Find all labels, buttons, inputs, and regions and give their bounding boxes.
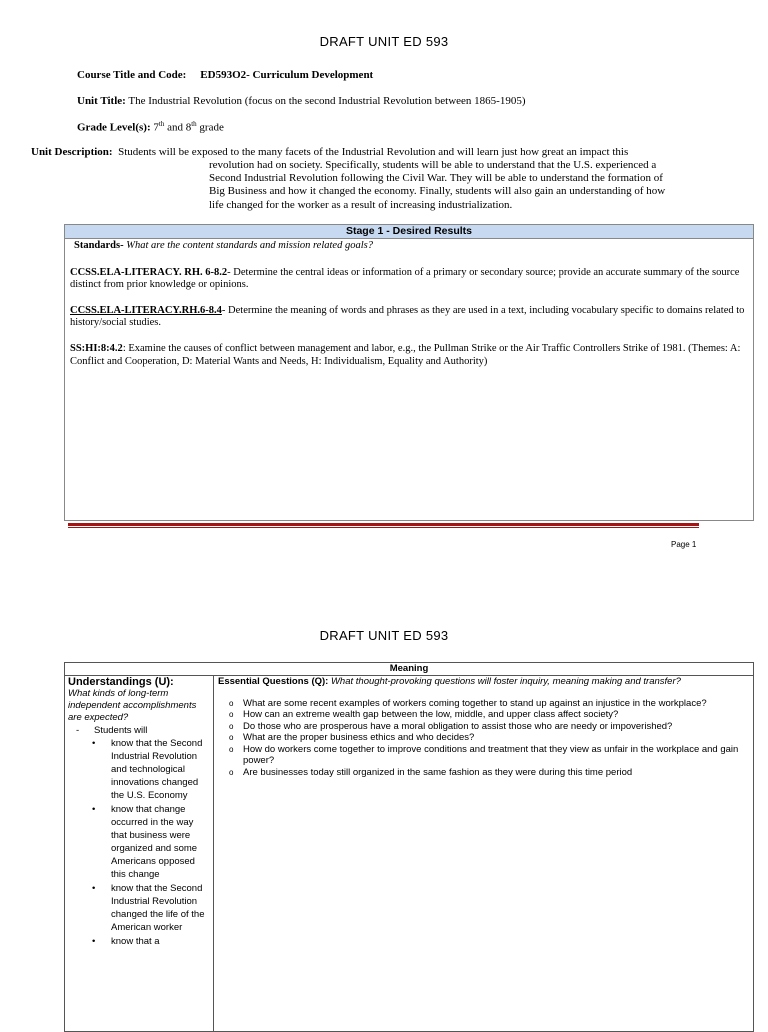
page-number: Page 1 bbox=[671, 540, 697, 549]
understandings-title: Understandings (U): bbox=[68, 676, 174, 688]
standard-code-link[interactable]: CCSS.ELA-LITERACY.RH.6-8.4 bbox=[70, 304, 222, 316]
question-text: How can an extreme wealth gap between the low, middle, and upper class affect society? bbox=[243, 709, 619, 720]
grade-suffix: grade bbox=[196, 121, 224, 134]
desc-line: Big Business and how it changed the economy. Finally, students will also gain an understanding of how bbox=[209, 185, 666, 198]
eq-label: Essential Questions (Q): bbox=[218, 676, 329, 687]
standard-code: SS:HI:8:4.2 bbox=[70, 342, 123, 354]
bullet-icon: • bbox=[92, 883, 96, 894]
understandings-column bbox=[65, 676, 214, 1031]
course-value: ED593O2- Curriculum Development bbox=[200, 69, 374, 81]
understandings-list bbox=[68, 737, 210, 948]
unit-description-first: Students will be exposed to the many facets of the Industrial Revolution and will learn just how great an impact this bbox=[118, 146, 629, 158]
unit-description-label: Unit Description: bbox=[31, 146, 113, 158]
unit-description-first-line bbox=[31, 146, 628, 159]
bullet-icon: • bbox=[92, 804, 96, 815]
unit-title-value: The Industrial Revolution (focus on the second Industrial Revolution between 1865-1905) bbox=[128, 95, 526, 107]
footer-rule-thin bbox=[68, 527, 699, 528]
stage1-box bbox=[64, 224, 754, 521]
question-text: How do workers come together to improve conditions and treatment that they view as unfair in the workplace and gain power? bbox=[243, 743, 739, 766]
meaning-header: Meaning bbox=[65, 663, 753, 676]
question-text: Are businesses today still organized in the same fashion as they were during this time period bbox=[243, 766, 633, 778]
eq-title-line bbox=[218, 676, 750, 688]
list-item bbox=[92, 803, 210, 881]
dash-icon: - bbox=[76, 725, 80, 736]
circle-bullet-icon: o bbox=[229, 733, 234, 742]
grade-line bbox=[77, 120, 224, 134]
standard-item bbox=[70, 343, 749, 368]
questions-list bbox=[218, 698, 750, 779]
desc-line: life changed for the worker as a result of increasing industrialization. bbox=[209, 198, 513, 211]
eq-question: What thought-provoking questions will foster inquiry, meaning making and transfer? bbox=[330, 676, 681, 687]
students-will-item bbox=[68, 724, 210, 737]
understanding-text: know that a bbox=[111, 936, 160, 947]
circle-bullet-icon: o bbox=[229, 698, 234, 708]
list-item bbox=[92, 882, 210, 934]
circle-bullet-icon: o bbox=[229, 710, 234, 719]
list-item bbox=[92, 935, 210, 948]
draft-title-page2: DRAFT UNIT ED 593 bbox=[319, 628, 449, 643]
list-item bbox=[92, 737, 210, 802]
question-text: What are some recent examples of workers coming together to stand up against an injustice in the workplace? bbox=[243, 697, 707, 709]
standard-text: : Examine the causes of conflict between management and labor, e.g., the Pullman Strike or the Air Traffic Controllers Strike of 1981. (Themes: A: Conflict and Cooperation, D: Material Wants and Needs, H: Individualism, Equality and Authority) bbox=[70, 342, 741, 367]
circle-bullet-icon: o bbox=[229, 721, 234, 731]
footer-rule bbox=[68, 523, 699, 526]
unit-title-label: Unit Title: bbox=[77, 95, 126, 107]
list-item bbox=[229, 743, 750, 767]
bullet-icon: • bbox=[92, 738, 96, 749]
course-line bbox=[77, 69, 373, 81]
students-will: Students will bbox=[94, 725, 148, 736]
stage1-body bbox=[65, 239, 753, 368]
standard-code: CCSS.ELA-LITERACY. RH. 6-8.2 bbox=[70, 266, 228, 278]
unit-title-line bbox=[77, 95, 526, 107]
standards-question: What are the content standards and mission related goals? bbox=[126, 240, 373, 251]
standard-text: - Determine the meaning of words and phrases as they are used in a text, including vocabulary specific to domains related to history/social studies. bbox=[70, 304, 745, 329]
understanding-text: know that change occurred in the way that business were organized and some Americans opposed this change bbox=[111, 804, 198, 880]
understandings-question: What kinds of long-term independent accomplishments are expected? bbox=[68, 688, 197, 723]
unit-description-body bbox=[209, 159, 665, 212]
bullet-icon: • bbox=[92, 936, 96, 947]
circle-bullet-icon: o bbox=[229, 767, 234, 777]
course-label: Course Title and Code: bbox=[77, 69, 187, 81]
grade-sup-1: th bbox=[158, 120, 165, 128]
grade-label: Grade Level(s): bbox=[77, 121, 151, 134]
standard-item bbox=[70, 305, 749, 330]
stage1-header: Stage 1 - Desired Results bbox=[65, 225, 753, 239]
list-item bbox=[229, 697, 750, 710]
circle-bullet-icon: o bbox=[229, 744, 234, 754]
standards-label-line bbox=[70, 240, 749, 253]
draft-title-page1: DRAFT UNIT ED 593 bbox=[319, 34, 449, 49]
grade-and: and 8 bbox=[164, 121, 192, 134]
list-item bbox=[229, 709, 750, 721]
standard-text: - Determine the central ideas or information of a primary or secondary source; provide an accurate summary of the source distinct from prior knowledge or opinions. bbox=[70, 266, 740, 291]
meaning-table bbox=[64, 662, 754, 1032]
question-text: Do those who are prosperous have a moral obligation to assist those who are needy or impoverished? bbox=[243, 720, 673, 732]
standards-label: Standards- bbox=[74, 240, 124, 251]
desc-line: revolution had on society. Specifically, students will be able to understand that the U.S. experienced a bbox=[209, 159, 657, 171]
standard-item bbox=[70, 267, 749, 292]
grade-7: 7 bbox=[153, 121, 159, 134]
understanding-text: know that the Second Industrial Revolution and technological innovations changed the U.S. Economy bbox=[111, 738, 203, 801]
list-item bbox=[229, 720, 750, 733]
desc-line: Second Industrial Revolution following the Civil War. They will be able to understand the formation of bbox=[209, 172, 663, 185]
grade-sup-2: th bbox=[191, 120, 197, 128]
question-text: What are the proper business ethics and who decides? bbox=[243, 732, 475, 743]
list-item bbox=[229, 732, 750, 744]
understanding-text: know that the Second Industrial Revolution changed the life of the American worker bbox=[111, 883, 205, 933]
essential-questions-column bbox=[215, 676, 753, 1031]
list-item bbox=[229, 766, 750, 779]
